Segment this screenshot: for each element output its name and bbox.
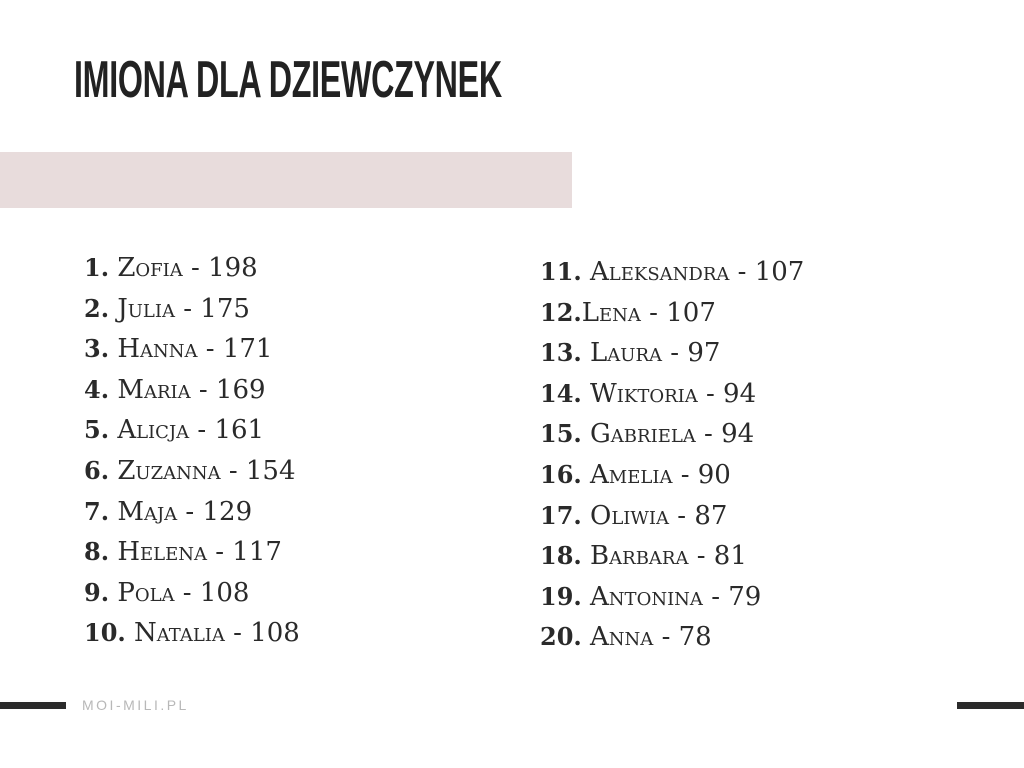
decorative-band	[0, 152, 572, 208]
name-entry: Aleksandra - 107	[590, 257, 805, 287]
footer-divider-right	[957, 702, 1024, 709]
rank-number: 9.	[84, 577, 110, 607]
list-item	[540, 617, 804, 658]
list-item	[540, 455, 804, 496]
rank-number: 14.	[540, 378, 582, 408]
name-entry: Zuzanna - 154	[117, 455, 296, 486]
list-item	[540, 252, 804, 293]
name-entry: Natalia - 108	[134, 618, 300, 649]
list-item	[84, 248, 300, 289]
rank-number: 7.	[84, 496, 110, 526]
list-item	[84, 613, 300, 654]
list-item	[540, 374, 804, 415]
rank-number: 3.	[84, 334, 110, 364]
footer-divider-left	[0, 702, 66, 709]
name-entry: Anna - 78	[590, 622, 712, 653]
name-entry: Helena - 117	[117, 537, 282, 568]
rank-number: 18.	[540, 541, 582, 571]
list-item	[84, 573, 300, 614]
rank-number: 17.	[540, 500, 582, 530]
rank-number: 19.	[540, 581, 582, 611]
name-entry: Wiktoria - 94	[590, 378, 757, 409]
names-list-left	[84, 248, 300, 654]
list-item	[540, 496, 804, 537]
list-item	[84, 410, 300, 451]
rank-number: 5.	[84, 415, 110, 445]
list-item	[84, 451, 300, 492]
list-item	[540, 333, 804, 374]
name-entry: Alicja - 161	[117, 415, 265, 446]
list-item	[84, 492, 300, 533]
names-list-right	[540, 252, 804, 658]
list-item	[540, 536, 804, 577]
name-entry: Maja - 129	[117, 496, 253, 527]
footer-site-label: MOI-MILI.PL	[82, 697, 189, 713]
rank-number: 2.	[84, 293, 110, 323]
list-item	[84, 329, 300, 370]
rank-number: 15.	[540, 419, 582, 449]
name-entry: Hanna - 171	[117, 334, 273, 365]
rank-number: 12.	[540, 297, 582, 327]
name-entry: Barbara - 81	[590, 541, 747, 572]
rank-number: 10.	[84, 618, 126, 648]
name-entry: Lena - 107	[581, 297, 716, 328]
rank-number: 4.	[84, 374, 110, 404]
rank-number: 20.	[540, 622, 582, 652]
name-entry: Oliwia - 87	[590, 500, 728, 531]
name-entry: Laura - 97	[590, 338, 721, 369]
name-entry: Amelia - 90	[590, 459, 731, 490]
list-item	[84, 370, 300, 411]
rank-number: 1.	[84, 253, 110, 282]
rank-number: 6.	[84, 455, 110, 485]
name-entry: Zofia - 198	[117, 253, 258, 283]
page-title: IMIONA DLA DZIEWCZYNEK	[74, 51, 502, 109]
list-item	[540, 414, 804, 455]
name-entry: Antonina - 79	[590, 581, 762, 612]
list-item	[540, 293, 804, 334]
list-item	[84, 289, 300, 330]
list-item	[540, 577, 804, 618]
rank-number: 13.	[540, 338, 582, 368]
rank-number: 11.	[540, 257, 582, 286]
list-item	[84, 532, 300, 573]
rank-number: 8.	[84, 537, 110, 567]
name-entry: Maria - 169	[117, 374, 266, 405]
name-entry: Julia - 175	[117, 293, 250, 324]
rank-number: 16.	[540, 459, 582, 489]
name-entry: Pola - 108	[117, 577, 250, 608]
name-entry: Gabriela - 94	[590, 419, 755, 450]
